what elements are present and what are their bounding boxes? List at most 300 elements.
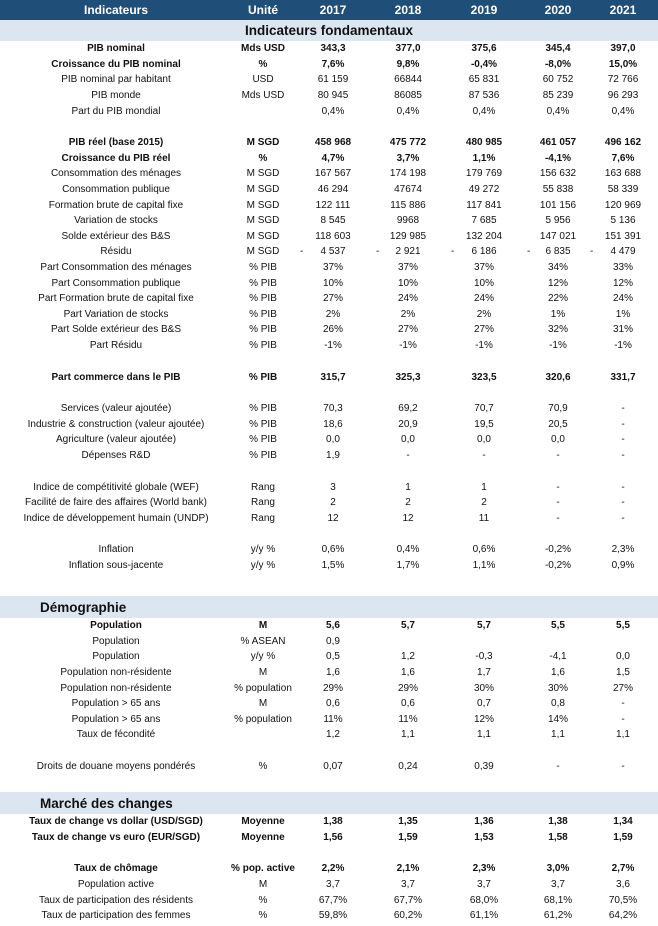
row-label: Part du PIB mondial bbox=[71, 105, 161, 117]
table-row bbox=[0, 479, 658, 495]
row-label: Résidu bbox=[100, 246, 132, 258]
value-cell: 118 603 bbox=[315, 230, 351, 242]
value-cell: 1,7 bbox=[477, 667, 491, 679]
value-cell: - bbox=[621, 497, 625, 509]
negative-sign: - bbox=[590, 246, 594, 258]
value-cell: 1% bbox=[615, 308, 631, 320]
row-label: Part commerce dans le PIB bbox=[51, 371, 181, 383]
value-cell bbox=[525, 634, 591, 650]
value-cell: 72 766 bbox=[607, 74, 639, 86]
value-cell: 6 835 bbox=[545, 246, 571, 258]
value-cell: 0,07 bbox=[323, 761, 343, 773]
table-row bbox=[0, 511, 658, 527]
value-cell: 65 831 bbox=[468, 74, 500, 86]
value-cell: 10% bbox=[397, 277, 418, 289]
value-cell: 10% bbox=[322, 277, 343, 289]
row-unit: % ASEAN bbox=[240, 635, 286, 647]
value-cell: - bbox=[406, 450, 410, 462]
value-cell: 1,1 bbox=[616, 729, 630, 741]
row-unit: M bbox=[258, 698, 268, 710]
value-cell bbox=[375, 634, 441, 650]
row-label: Part Variation de stocks bbox=[63, 308, 169, 320]
value-cell: -8,0% bbox=[544, 58, 572, 70]
value-cell: 70,7 bbox=[474, 403, 494, 415]
value-cell: 120 969 bbox=[604, 199, 642, 211]
value-cell bbox=[451, 634, 517, 650]
value-cell: 14% bbox=[547, 713, 568, 725]
header-2017: 2017 bbox=[319, 3, 347, 17]
value-cell: 0,0 bbox=[616, 651, 630, 663]
row-label: Indice de développement humain (UNDP) bbox=[23, 512, 209, 524]
value-cell: 5,5 bbox=[551, 620, 565, 632]
value-cell: - bbox=[621, 418, 625, 430]
value-cell: 60,2% bbox=[393, 910, 423, 922]
value-cell: 1,59 bbox=[398, 831, 418, 843]
value-cell: 1% bbox=[550, 308, 566, 320]
row-label: Taux de change vs dollar (USD/SGD) bbox=[29, 816, 203, 828]
value-cell: -4,1 bbox=[549, 651, 567, 663]
table-row bbox=[0, 649, 658, 665]
row-unit: % PIB bbox=[249, 340, 277, 352]
value-cell: -1% bbox=[614, 340, 632, 352]
value-cell: 70,9 bbox=[548, 403, 568, 415]
value-cell: 480 985 bbox=[465, 137, 503, 149]
value-cell: 397,0 bbox=[610, 43, 636, 55]
value-cell: 0,0 bbox=[401, 434, 415, 446]
value-cell: - bbox=[556, 512, 560, 524]
table-row bbox=[0, 338, 658, 354]
header-2018: 2018 bbox=[394, 3, 422, 17]
value-cell: 475 772 bbox=[389, 137, 427, 149]
row-unit: % PIB bbox=[249, 403, 277, 415]
row-label: Inflation sous-jacente bbox=[68, 560, 164, 572]
value-cell: - bbox=[556, 450, 560, 462]
value-cell: 12 bbox=[402, 512, 414, 524]
value-cell: 47674 bbox=[394, 184, 422, 196]
row-unit: y/y % bbox=[250, 544, 276, 556]
value-cell: 60 752 bbox=[542, 74, 574, 86]
row-unit: % bbox=[258, 58, 268, 70]
negative-sign: - bbox=[527, 246, 531, 258]
row-label: PIB nominal par habitant bbox=[61, 74, 171, 86]
value-cell: 0,39 bbox=[474, 761, 494, 773]
value-cell: 37% bbox=[397, 262, 418, 274]
value-cell: 0,0 bbox=[326, 434, 340, 446]
value-cell: 4 537 bbox=[320, 246, 346, 258]
value-cell: 1,2 bbox=[326, 729, 340, 741]
value-cell: 20,9 bbox=[398, 418, 418, 430]
value-cell: - bbox=[482, 450, 486, 462]
table-row bbox=[0, 417, 658, 433]
value-cell: 86085 bbox=[394, 90, 422, 102]
value-cell: 24% bbox=[397, 293, 418, 305]
value-cell: 5 136 bbox=[610, 215, 636, 227]
value-cell: 1,59 bbox=[613, 831, 633, 843]
header-2019: 2019 bbox=[470, 3, 498, 17]
table-row bbox=[0, 830, 658, 846]
row-label: Taux de chômage bbox=[74, 863, 158, 875]
row-unit: USD bbox=[252, 74, 274, 86]
value-cell: 2 921 bbox=[395, 246, 421, 258]
value-cell: 27% bbox=[322, 293, 343, 305]
row-label: Part Consommation des ménages bbox=[40, 262, 192, 274]
value-cell: -0,2% bbox=[544, 544, 572, 556]
value-cell: 5,7 bbox=[477, 620, 491, 632]
value-cell: 2% bbox=[325, 308, 341, 320]
value-cell: 1,34 bbox=[613, 816, 633, 828]
row-label: Part Formation brute de capital fixe bbox=[38, 293, 194, 305]
table-row bbox=[0, 260, 658, 276]
header-2021: 2021 bbox=[609, 3, 637, 17]
row-label: Dépenses R&D bbox=[81, 450, 151, 462]
table-row bbox=[0, 665, 658, 681]
row-unit: M bbox=[258, 667, 268, 679]
value-cell: 315,7 bbox=[320, 371, 346, 383]
row-label: Variation de stocks bbox=[74, 215, 158, 227]
value-cell: 0,4% bbox=[546, 105, 570, 117]
value-cell: - bbox=[556, 761, 560, 773]
value-cell: 2,3% bbox=[611, 544, 635, 556]
header-2020: 2020 bbox=[544, 3, 572, 17]
value-cell: 461 057 bbox=[539, 137, 577, 149]
row-label: Taux de change vs euro (EUR/SGD) bbox=[31, 831, 201, 843]
value-cell: 1 bbox=[481, 481, 487, 493]
value-cell: 2 bbox=[405, 497, 411, 509]
value-cell: -0,4% bbox=[470, 58, 498, 70]
value-cell: 61,2% bbox=[543, 910, 573, 922]
value-cell: 1,5 bbox=[616, 667, 630, 679]
value-cell: 12 bbox=[327, 512, 339, 524]
value-cell: 458 968 bbox=[314, 137, 352, 149]
value-cell: -0,3 bbox=[475, 651, 493, 663]
value-cell: 9,8% bbox=[396, 58, 420, 70]
value-cell: 129 985 bbox=[389, 230, 427, 242]
table-row bbox=[0, 291, 658, 307]
value-cell: 1,6 bbox=[326, 667, 340, 679]
section-band bbox=[0, 20, 658, 41]
value-cell: 0,7 bbox=[477, 698, 491, 710]
row-label: Consommation des ménages bbox=[50, 168, 182, 180]
value-cell: 331,7 bbox=[610, 371, 636, 383]
value-cell: 179 769 bbox=[465, 168, 503, 180]
row-unit: M SGD bbox=[246, 184, 280, 196]
row-unit: % PIB bbox=[249, 418, 277, 430]
row-unit: % PIB bbox=[249, 434, 277, 446]
value-cell: 24% bbox=[473, 293, 494, 305]
value-cell: 117 841 bbox=[466, 199, 502, 211]
value-cell: 87 536 bbox=[468, 90, 500, 102]
value-cell: 34% bbox=[547, 262, 568, 274]
value-cell: 2 bbox=[330, 497, 336, 509]
value-cell bbox=[590, 634, 656, 650]
table-row bbox=[0, 88, 658, 104]
row-label: PIB réel (base 2015) bbox=[68, 137, 164, 149]
section-title: Démographie bbox=[40, 599, 127, 615]
value-cell: 2 bbox=[481, 497, 487, 509]
value-cell: 20,5 bbox=[548, 418, 568, 430]
row-label: Inflation bbox=[98, 544, 134, 556]
value-cell: 7,6% bbox=[611, 152, 635, 164]
row-unit: Rang bbox=[251, 512, 275, 524]
value-cell: 67,7% bbox=[393, 894, 423, 906]
value-cell: 1,1 bbox=[401, 729, 415, 741]
value-cell: - bbox=[621, 698, 625, 710]
value-cell: 55 838 bbox=[542, 184, 574, 196]
row-label: Part Consommation publique bbox=[51, 277, 181, 289]
value-cell: 29% bbox=[322, 682, 343, 694]
value-cell: 66844 bbox=[394, 74, 422, 86]
value-cell: 345,4 bbox=[545, 43, 571, 55]
value-cell: 5,7 bbox=[401, 620, 415, 632]
row-unit: % bbox=[258, 761, 268, 773]
table-row bbox=[0, 634, 658, 650]
row-unit: M SGD bbox=[246, 246, 280, 258]
value-cell: 3,0% bbox=[546, 863, 570, 875]
value-cell: 115 886 bbox=[390, 199, 426, 211]
value-cell: 0,9% bbox=[611, 560, 635, 572]
value-cell: 496 162 bbox=[604, 137, 642, 149]
value-cell: 58 339 bbox=[607, 184, 639, 196]
value-cell: 64,2% bbox=[608, 910, 638, 922]
row-label: Croissance du PIB réel bbox=[61, 152, 171, 164]
value-cell: 1,38 bbox=[548, 816, 568, 828]
value-cell: 8 545 bbox=[320, 215, 346, 227]
row-unit: Mds USD bbox=[241, 90, 285, 102]
table-row bbox=[0, 542, 658, 558]
table-row bbox=[0, 135, 658, 151]
row-unit: Mds USD bbox=[241, 43, 285, 55]
value-cell: 0,4% bbox=[611, 105, 635, 117]
value-cell: - bbox=[621, 450, 625, 462]
row-unit: Rang bbox=[251, 481, 275, 493]
table-row bbox=[0, 432, 658, 448]
table-row bbox=[0, 166, 658, 182]
row-unit: % PIB bbox=[249, 262, 277, 274]
negative-sign: - bbox=[376, 246, 380, 258]
value-cell: 7,6% bbox=[321, 58, 345, 70]
row-label: Consommation publique bbox=[62, 184, 170, 196]
value-cell: 59,8% bbox=[318, 910, 348, 922]
value-cell: 7 685 bbox=[471, 215, 497, 227]
row-label: Agriculture (valeur ajoutée) bbox=[55, 434, 177, 446]
table-row bbox=[0, 213, 658, 229]
value-cell: 320,6 bbox=[545, 371, 571, 383]
value-cell: 5,5 bbox=[616, 620, 630, 632]
value-cell: -0,2% bbox=[544, 560, 572, 572]
section-title: Indicateurs fondamentaux bbox=[244, 23, 414, 38]
value-cell: 1 bbox=[405, 481, 411, 493]
row-unit: % PIB bbox=[249, 293, 277, 305]
table-row bbox=[0, 892, 658, 908]
table-row bbox=[0, 680, 658, 696]
value-cell: 18,6 bbox=[323, 418, 343, 430]
table-row bbox=[0, 307, 658, 323]
header-row bbox=[0, 0, 658, 20]
table-row bbox=[0, 57, 658, 73]
value-cell: 1,53 bbox=[474, 831, 494, 843]
row-label: Formation brute de capital fixe bbox=[48, 199, 184, 211]
table-row bbox=[0, 369, 658, 385]
value-cell: 1,1 bbox=[477, 729, 491, 741]
value-cell: 151 391 bbox=[604, 230, 642, 242]
value-cell: 3,6 bbox=[616, 879, 630, 891]
value-cell: 2,3% bbox=[472, 863, 496, 875]
row-unit: M SGD bbox=[246, 215, 280, 227]
row-unit: Moyenne bbox=[241, 831, 285, 843]
value-cell: 6 186 bbox=[471, 246, 497, 258]
value-cell: 70,5% bbox=[608, 894, 638, 906]
row-label: Croissance du PIB nominal bbox=[51, 58, 181, 70]
value-cell: 30% bbox=[547, 682, 568, 694]
value-cell: 67,7% bbox=[318, 894, 348, 906]
row-label: Population bbox=[92, 651, 140, 663]
value-cell: 27% bbox=[612, 682, 633, 694]
row-label: PIB nominal bbox=[87, 43, 145, 55]
value-cell: 61,1% bbox=[469, 910, 499, 922]
value-cell: 3,7 bbox=[401, 879, 415, 891]
table-row bbox=[0, 151, 658, 167]
row-unit: M bbox=[258, 879, 268, 891]
value-cell: 68,1% bbox=[543, 894, 573, 906]
value-cell: 2% bbox=[400, 308, 416, 320]
value-cell: 2,7% bbox=[611, 863, 635, 875]
value-cell: 101 156 bbox=[539, 199, 577, 211]
value-cell: -4,1% bbox=[544, 152, 572, 164]
row-label: Indice de compétitivité globale (WEF) bbox=[33, 481, 199, 493]
row-label: Solde extérieur des B&S bbox=[61, 230, 171, 242]
value-cell: 12% bbox=[473, 713, 494, 725]
value-cell: 147 021 bbox=[539, 230, 577, 242]
value-cell: 0,0 bbox=[551, 434, 565, 446]
row-unit: y/y % bbox=[250, 560, 276, 572]
value-cell: - bbox=[621, 434, 625, 446]
value-cell: 3,7 bbox=[326, 879, 340, 891]
row-unit: M SGD bbox=[246, 137, 280, 149]
value-cell: - bbox=[556, 481, 560, 493]
header-indicateurs: Indicateurs bbox=[83, 3, 149, 17]
value-cell: -1% bbox=[324, 340, 342, 352]
value-cell: 3,7 bbox=[477, 879, 491, 891]
value-cell: 4,7% bbox=[321, 152, 345, 164]
table-row bbox=[0, 229, 658, 245]
value-cell: 26% bbox=[322, 324, 343, 336]
section-band bbox=[0, 596, 658, 618]
table-row bbox=[0, 103, 658, 119]
row-label: Droits de douane moyens pondérés bbox=[36, 761, 196, 773]
value-cell: 4 479 bbox=[610, 246, 636, 258]
value-cell: -1% bbox=[549, 340, 567, 352]
value-cell: 1,9 bbox=[326, 450, 340, 462]
row-unit bbox=[232, 727, 294, 743]
table-row bbox=[0, 908, 658, 924]
value-cell: 37% bbox=[473, 262, 494, 274]
row-label: Population non-résidente bbox=[60, 682, 172, 694]
value-cell: 0,6% bbox=[472, 544, 496, 556]
value-cell: 3,7 bbox=[551, 879, 565, 891]
row-label: Population > 65 ans bbox=[71, 713, 161, 725]
value-cell: 22% bbox=[547, 293, 568, 305]
value-cell: 343,3 bbox=[320, 43, 346, 55]
value-cell: 70,3 bbox=[323, 403, 343, 415]
value-cell: 2,2% bbox=[321, 863, 345, 875]
table-row bbox=[0, 712, 658, 728]
value-cell: 0,6% bbox=[321, 544, 345, 556]
value-cell: 1,6 bbox=[551, 667, 565, 679]
value-cell: 49 272 bbox=[468, 184, 500, 196]
table-row bbox=[0, 244, 658, 260]
value-cell: 323,5 bbox=[471, 371, 497, 383]
value-cell: 325,3 bbox=[395, 371, 421, 383]
value-cell: 1,38 bbox=[323, 816, 343, 828]
value-cell: 0,4% bbox=[396, 105, 420, 117]
value-cell: 27% bbox=[397, 324, 418, 336]
value-cell: 0,24 bbox=[398, 761, 418, 773]
row-unit: % PIB bbox=[249, 450, 277, 462]
negative-sign: - bbox=[300, 246, 304, 258]
table-row bbox=[0, 275, 658, 291]
row-label: Part Solde extérieur des B&S bbox=[50, 324, 182, 336]
row-label: Facilité de faire des affaires (World bank) bbox=[25, 497, 207, 509]
value-cell: 9968 bbox=[396, 215, 420, 227]
value-cell: 377,0 bbox=[395, 43, 421, 55]
section-band bbox=[0, 792, 658, 814]
value-cell: 11% bbox=[323, 713, 343, 725]
value-cell: 5,6 bbox=[326, 620, 340, 632]
value-cell: 46 294 bbox=[317, 184, 349, 196]
value-cell: 1,56 bbox=[323, 831, 343, 843]
row-label: Population bbox=[92, 635, 140, 647]
row-unit: y/y % bbox=[250, 651, 276, 663]
table-row bbox=[0, 322, 658, 338]
section-title: Marché des changes bbox=[40, 795, 173, 811]
value-cell: 1,36 bbox=[474, 816, 494, 828]
row-label: Services (valeur ajoutée) bbox=[60, 403, 172, 415]
table-row bbox=[0, 618, 658, 634]
row-unit: % PIB bbox=[249, 277, 277, 289]
negative-sign: - bbox=[451, 246, 455, 258]
value-cell: 1,1% bbox=[472, 560, 496, 572]
value-cell: 5 956 bbox=[545, 215, 571, 227]
value-cell: 24% bbox=[612, 293, 633, 305]
row-label: Population bbox=[90, 620, 142, 632]
value-cell: -1% bbox=[475, 340, 493, 352]
row-unit: Moyenne bbox=[241, 816, 285, 828]
row-unit: M SGD bbox=[246, 168, 280, 180]
value-cell: 1,6 bbox=[401, 667, 415, 679]
row-unit: % PIB bbox=[249, 308, 277, 320]
row-unit: Rang bbox=[251, 497, 275, 509]
row-label: PIB monde bbox=[91, 90, 141, 102]
value-cell: 1,1 bbox=[551, 729, 565, 741]
table-row bbox=[0, 727, 658, 743]
value-cell: 0,4% bbox=[472, 105, 496, 117]
table-row bbox=[0, 495, 658, 511]
value-cell: 31% bbox=[612, 324, 633, 336]
value-cell: 163 688 bbox=[604, 168, 642, 180]
row-unit: % PIB bbox=[249, 324, 277, 336]
row-label: Population active bbox=[77, 879, 155, 891]
value-cell: 33% bbox=[612, 262, 633, 274]
value-cell: 12% bbox=[547, 277, 568, 289]
value-cell: 0,4% bbox=[396, 544, 420, 556]
value-cell: - bbox=[621, 403, 625, 415]
value-cell: 0,9 bbox=[326, 635, 340, 647]
value-cell: 0,5 bbox=[326, 651, 340, 663]
value-cell: 1,35 bbox=[398, 816, 418, 828]
value-cell: 3,7% bbox=[396, 152, 420, 164]
value-cell: 32% bbox=[547, 324, 568, 336]
value-cell: 0,0 bbox=[477, 434, 491, 446]
